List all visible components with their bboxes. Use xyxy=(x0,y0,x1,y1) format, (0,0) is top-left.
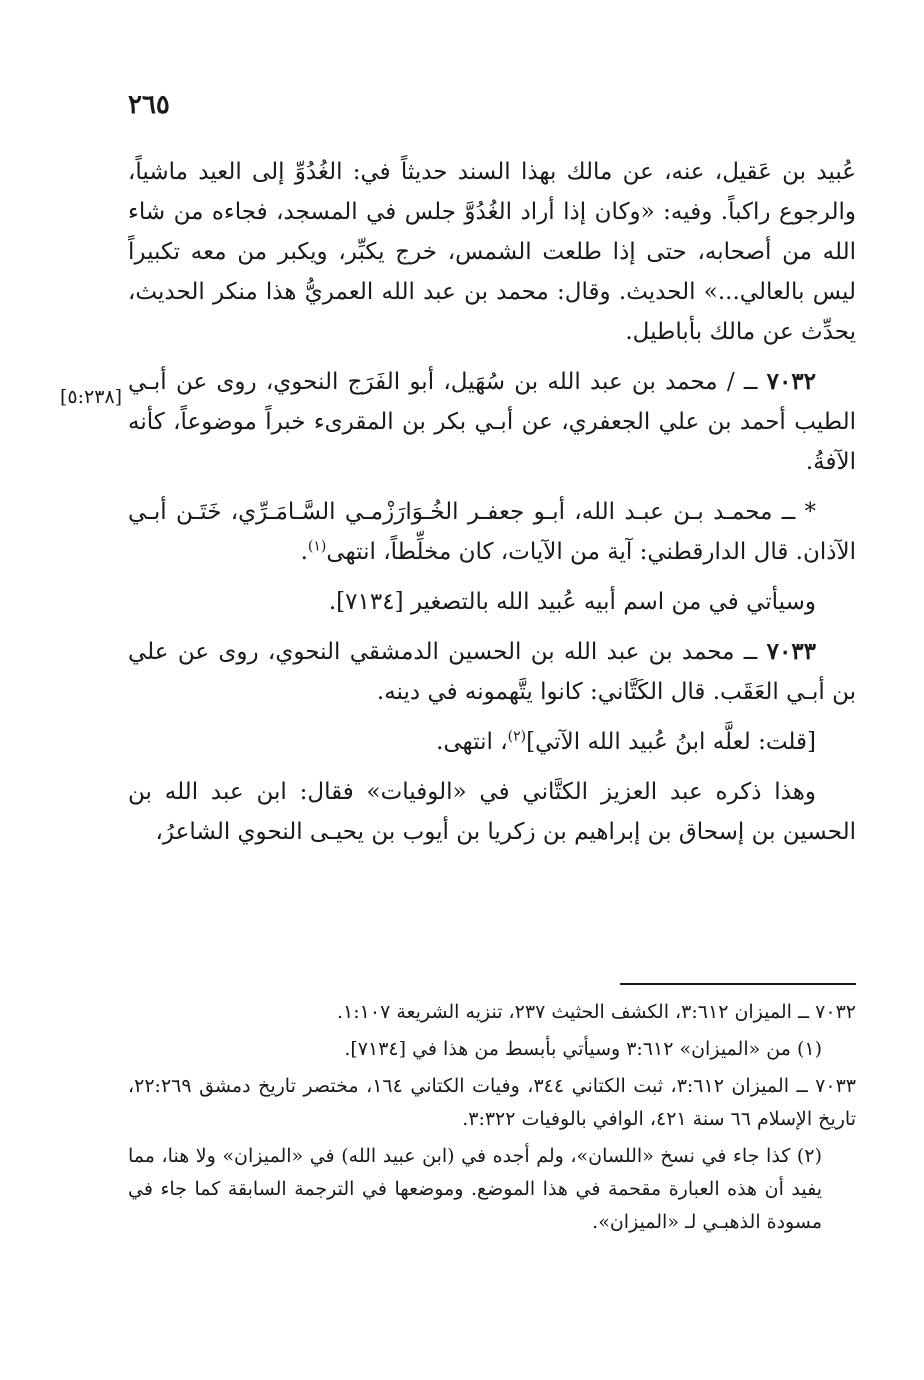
footnote-divider xyxy=(620,983,856,985)
entry-number: ٧٠٣٣ xyxy=(766,638,817,665)
editor-note: [قلت: لعلَّه ابنُ عُبيد الله الآتي]$^{(٢)}$، انتهى. xyxy=(436,728,816,755)
entry-7032 xyxy=(128,362,856,482)
entry-text: ــ / محمد بن عبد الله بن سُهَيل، أبو الفَرَج النحوي، روى عن أبـي الطيب أحمد بن علي الجعفري، عن أبـي بكر بن المقرىء خبراً موضوعاً، كأنه الآفةُ. xyxy=(128,369,856,475)
see-also-note: وسيأتي في من اسم أبيه عُبيد الله بالتصغير [٧١٣٤]. xyxy=(328,589,816,615)
footnotes xyxy=(128,996,856,1243)
margin-reference: [٥:٢٣٨] xyxy=(60,386,123,408)
paragraph-wafayat: وهذا ذكره عبد العزيز الكتَّاني في «الوفيات» فقال: ابن عبد الله بن الحسين بن إسحاق بن إبراهيم بن زكريا بن أيوب بن يحيـى النحوي الشاعرُ، xyxy=(128,779,856,845)
entry-7033 xyxy=(128,632,856,712)
main-text xyxy=(128,152,856,862)
entry-text: * ــ محمـد بـن عبـد الله، أبـو جعفـر الخُـوَارَزْمـي السَّـامَـرِّي، خَتَـن أبـي الآذان. قال الدارقطني: آية من الآيات، كان مخلِّطاً، انتهى xyxy=(128,499,856,565)
entry-star: * ــ محمـد بـن عبـد الله، أبـو جعفـر الخُـوَارَزْمـي السَّـامَـرِّي، خَتَـن أبـي الآذان. قال الدارقطني: آية من الآيات، كان مخلِّطاً، انتهى$^{(١)}$. xyxy=(128,499,856,565)
footnote-2: (٢) كذا جاء في نسخ «اللسان»، ولم أجده في (ابن عبيد الله) في «الميزان» ولا هنا، مما يفيد أن هذه العبارة مقحمة في هذا الموضع. وموضعها في الترجمة السابقة كما جاء في مسودة الذهبـي لـ «الميزان». xyxy=(128,1145,822,1233)
footnote-7033: ٧٠٣٣ ــ الميزان ٣:٦١٢، ثبت الكتاني ٣٤٤، وفيات الكتاني ١٦٤، مختصر تاريخ دمشق ٢٢:٢٦٩، تاريخ الإسلام ٦٦ سنة ٤٢١، الوافي بالوفيات ٣:٣٢٢. xyxy=(128,1075,856,1130)
footnote-marker: (١) xyxy=(307,538,327,555)
footnote-7032: ٧٠٣٢ ــ الميزان ٣:٦١٢، الكشف الحثيث ٢٣٧، تنزيه الشريعة ١:١٠٧. xyxy=(337,1001,856,1023)
paragraph-continuation: عُبيد بن عَقيل، عنه، عن مالك بهذا السند حديثاً في: الغُدُوِّ إلى العيد ماشياً، والرجوع راكباً. وفيه: «وكان إذا أراد الغُدُوَّ جلس في المسجد، فجاءه من شاء الله من أصحابه، حتى إذا طلعت الشمس، خرج يكبِّر، ويكبر من معه تكبيراً ليس بالعالي...» الحديث. وقال: محمد بن عبد الله العمريُّ هذا منكر الحديث، يحدِّث عن مالك بأباطيل. xyxy=(128,159,856,345)
footnote-marker: (٢) xyxy=(507,728,527,745)
footnote-1: (١) من «الميزان» ٣:٦١٢ وسيأتي بأبسط من هذا في [٧١٣٤]. xyxy=(344,1038,822,1060)
entry-text: ــ محمد بن عبد الله بن الحسين الدمشقي النحوي، روى عن علي بن أبـي العَقَب. قال الكَتَّاني: كانوا يتَّهمونه في دينه. xyxy=(128,639,856,705)
page-number: ٢٦٥ xyxy=(128,90,170,120)
entry-number: ٧٠٣٢ xyxy=(766,368,817,395)
